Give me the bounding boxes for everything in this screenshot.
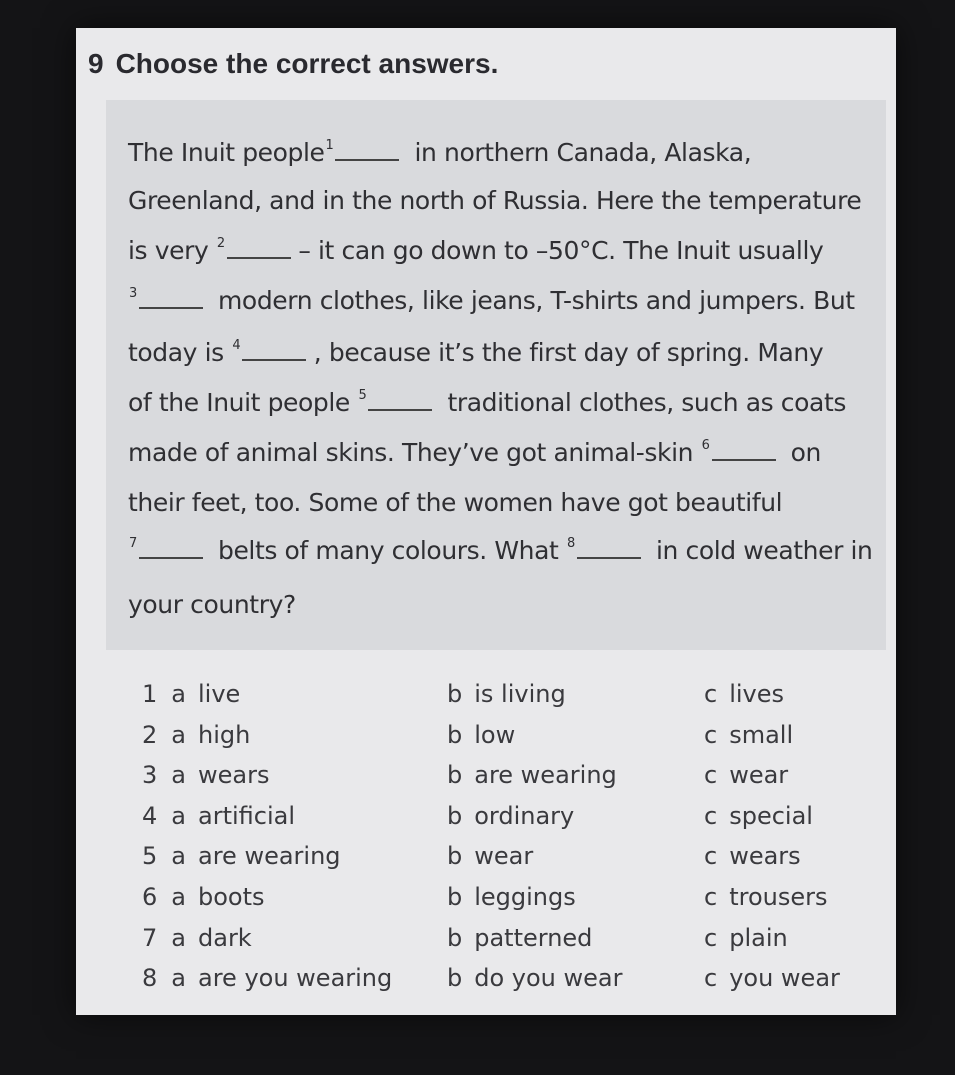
passage-text: modern clothes, like jeans, T-shirts and jumpers. But: [217, 286, 855, 315]
passage-line-10: [128, 590, 296, 619]
passage-line-7: [128, 438, 821, 467]
option-5-b[interactable]: [447, 842, 533, 870]
option-text: low: [474, 720, 516, 749]
option-letter: a: [171, 842, 186, 871]
passage-line-6: [128, 388, 846, 417]
passage-text: traditional clothes, such as coats: [447, 388, 846, 417]
option-2-b[interactable]: [447, 721, 515, 749]
question-number: 6: [142, 882, 158, 911]
passage-text: their feet, too. Some of the women have got beautiful: [128, 488, 783, 517]
question-number: 4: [142, 801, 158, 830]
option-row-1: [142, 680, 882, 721]
passage-line-3: [128, 236, 823, 265]
option-row-4: [142, 802, 882, 843]
option-letter: b: [447, 801, 463, 830]
option-letter: b: [447, 882, 463, 911]
passage-line-1: [128, 138, 751, 167]
option-letter: b: [447, 680, 463, 708]
option-4-a[interactable]: [142, 802, 295, 830]
exercise-heading: [88, 48, 498, 80]
option-8-c[interactable]: [704, 964, 840, 992]
option-1-b[interactable]: [447, 680, 566, 708]
option-4-b[interactable]: [447, 802, 574, 830]
passage-text: The Inuit people: [128, 138, 325, 167]
option-letter: a: [171, 923, 186, 952]
answer-options: [142, 680, 882, 1005]
option-text: is living: [474, 680, 566, 708]
gap-number: 1: [325, 138, 334, 153]
option-letter: b: [447, 842, 463, 871]
gap-number: 3: [129, 286, 137, 301]
option-text: wears: [729, 842, 801, 871]
question-number: 8: [142, 964, 158, 993]
option-letter: c: [704, 720, 718, 749]
passage-text: is very: [128, 236, 209, 265]
option-1-a[interactable]: [142, 680, 240, 708]
exercise-number: 9: [88, 48, 104, 79]
passage-text: of the Inuit people: [128, 388, 350, 417]
gap-number: 4: [232, 338, 241, 353]
option-6-b[interactable]: [447, 883, 576, 911]
passage-text: today is: [128, 338, 224, 367]
option-8-b[interactable]: [447, 964, 622, 992]
option-letter: b: [447, 923, 463, 952]
option-row-3: [142, 761, 882, 802]
option-letter: c: [704, 964, 718, 993]
answer-gap-6[interactable]: [712, 441, 776, 461]
option-4-c[interactable]: [704, 802, 813, 830]
option-3-a[interactable]: [142, 761, 269, 789]
option-7-c[interactable]: [704, 924, 788, 952]
option-text: lives: [729, 680, 785, 708]
question-number: 2: [142, 720, 158, 749]
option-text: are wearing: [198, 842, 341, 871]
option-row-5: [142, 842, 882, 883]
passage-text: your country?: [128, 590, 296, 619]
option-1-c[interactable]: [704, 680, 784, 708]
passage-line-8: [128, 488, 782, 517]
option-5-c[interactable]: [704, 842, 801, 870]
option-8-a[interactable]: [142, 964, 392, 992]
option-2-a[interactable]: [142, 721, 250, 749]
option-text: wears: [198, 761, 270, 790]
gap-number: 2: [216, 236, 225, 251]
answer-gap-1[interactable]: [335, 141, 399, 161]
gap-number: 6: [701, 438, 710, 453]
option-text: plain: [729, 923, 788, 952]
gap-number: 8: [567, 536, 575, 551]
option-letter: c: [704, 680, 718, 708]
option-6-c[interactable]: [704, 883, 828, 911]
option-text: patterned: [474, 923, 593, 952]
option-text: trousers: [729, 882, 828, 911]
option-row-8: [142, 964, 882, 1005]
question-number: 3: [142, 761, 158, 790]
option-text: ordinary: [474, 801, 575, 830]
option-text: live: [198, 680, 241, 708]
option-text: boots: [198, 882, 265, 911]
passage-line-4: [128, 286, 855, 315]
question-number: 5: [142, 842, 158, 871]
option-text: do you wear: [474, 964, 623, 993]
passage-text: on: [790, 438, 821, 467]
answer-gap-4[interactable]: [242, 341, 306, 361]
exercise-title: Choose the correct answers.: [115, 48, 499, 79]
reading-passage: [106, 100, 886, 650]
option-5-a[interactable]: [142, 842, 341, 870]
option-6-a[interactable]: [142, 883, 265, 911]
passage-text: made of animal skins. They’ve got animal-skin: [128, 438, 694, 467]
answer-gap-2[interactable]: [227, 239, 291, 259]
option-letter: a: [171, 801, 186, 830]
option-letter: a: [171, 882, 186, 911]
option-text: leggings: [474, 882, 576, 911]
passage-line-2: [128, 186, 861, 215]
option-text: are wearing: [474, 761, 617, 790]
option-letter: b: [447, 720, 463, 749]
option-row-7: [142, 924, 882, 965]
option-letter: c: [704, 842, 718, 871]
option-text: are you wearing: [198, 964, 393, 993]
passage-text: – it can go down to –50°C. The Inuit usually: [298, 236, 824, 265]
option-text: artificial: [198, 801, 296, 830]
option-letter: a: [171, 680, 186, 708]
option-text: you wear: [729, 964, 840, 993]
passage-line-9: [128, 536, 873, 565]
worksheet-page: [76, 28, 896, 1015]
question-number: 1: [142, 680, 158, 708]
option-letter: c: [704, 923, 718, 952]
option-row-6: [142, 883, 882, 924]
option-7-b[interactable]: [447, 924, 592, 952]
passage-text: , because it’s the first day of spring. Many: [313, 338, 824, 367]
passage-text: belts of many colours. What: [217, 536, 559, 565]
passage-text: Greenland, and in the north of Russia. Here the temperature: [128, 186, 862, 215]
option-letter: b: [447, 761, 463, 790]
option-letter: c: [704, 761, 718, 790]
option-letter: a: [171, 761, 186, 790]
gap-number: 5: [358, 388, 367, 403]
option-text: dark: [198, 923, 252, 952]
option-3-b[interactable]: [447, 761, 617, 789]
option-letter: a: [171, 720, 186, 749]
option-letter: a: [171, 964, 186, 993]
option-letter: b: [447, 964, 463, 993]
passage-line-5: [128, 338, 823, 367]
option-letter: c: [704, 801, 718, 830]
option-text: high: [198, 720, 251, 749]
answer-gap-5[interactable]: [368, 391, 432, 411]
option-text: wear: [474, 842, 534, 871]
answer-gap-8[interactable]: [577, 539, 641, 559]
gap-number: 7: [129, 536, 137, 551]
option-text: special: [729, 801, 813, 830]
passage-text: in northern Canada, Alaska,: [414, 138, 752, 167]
answer-gap-3[interactable]: [139, 289, 203, 309]
option-7-a[interactable]: [142, 924, 252, 952]
option-text: small: [729, 720, 794, 749]
option-3-c[interactable]: [704, 761, 788, 789]
option-text: wear: [729, 761, 789, 790]
option-letter: c: [704, 882, 718, 911]
question-number: 7: [142, 923, 158, 952]
option-row-2: [142, 721, 882, 762]
option-2-c[interactable]: [704, 721, 793, 749]
answer-gap-7[interactable]: [139, 539, 203, 559]
passage-text: in cold weather in: [655, 536, 873, 565]
